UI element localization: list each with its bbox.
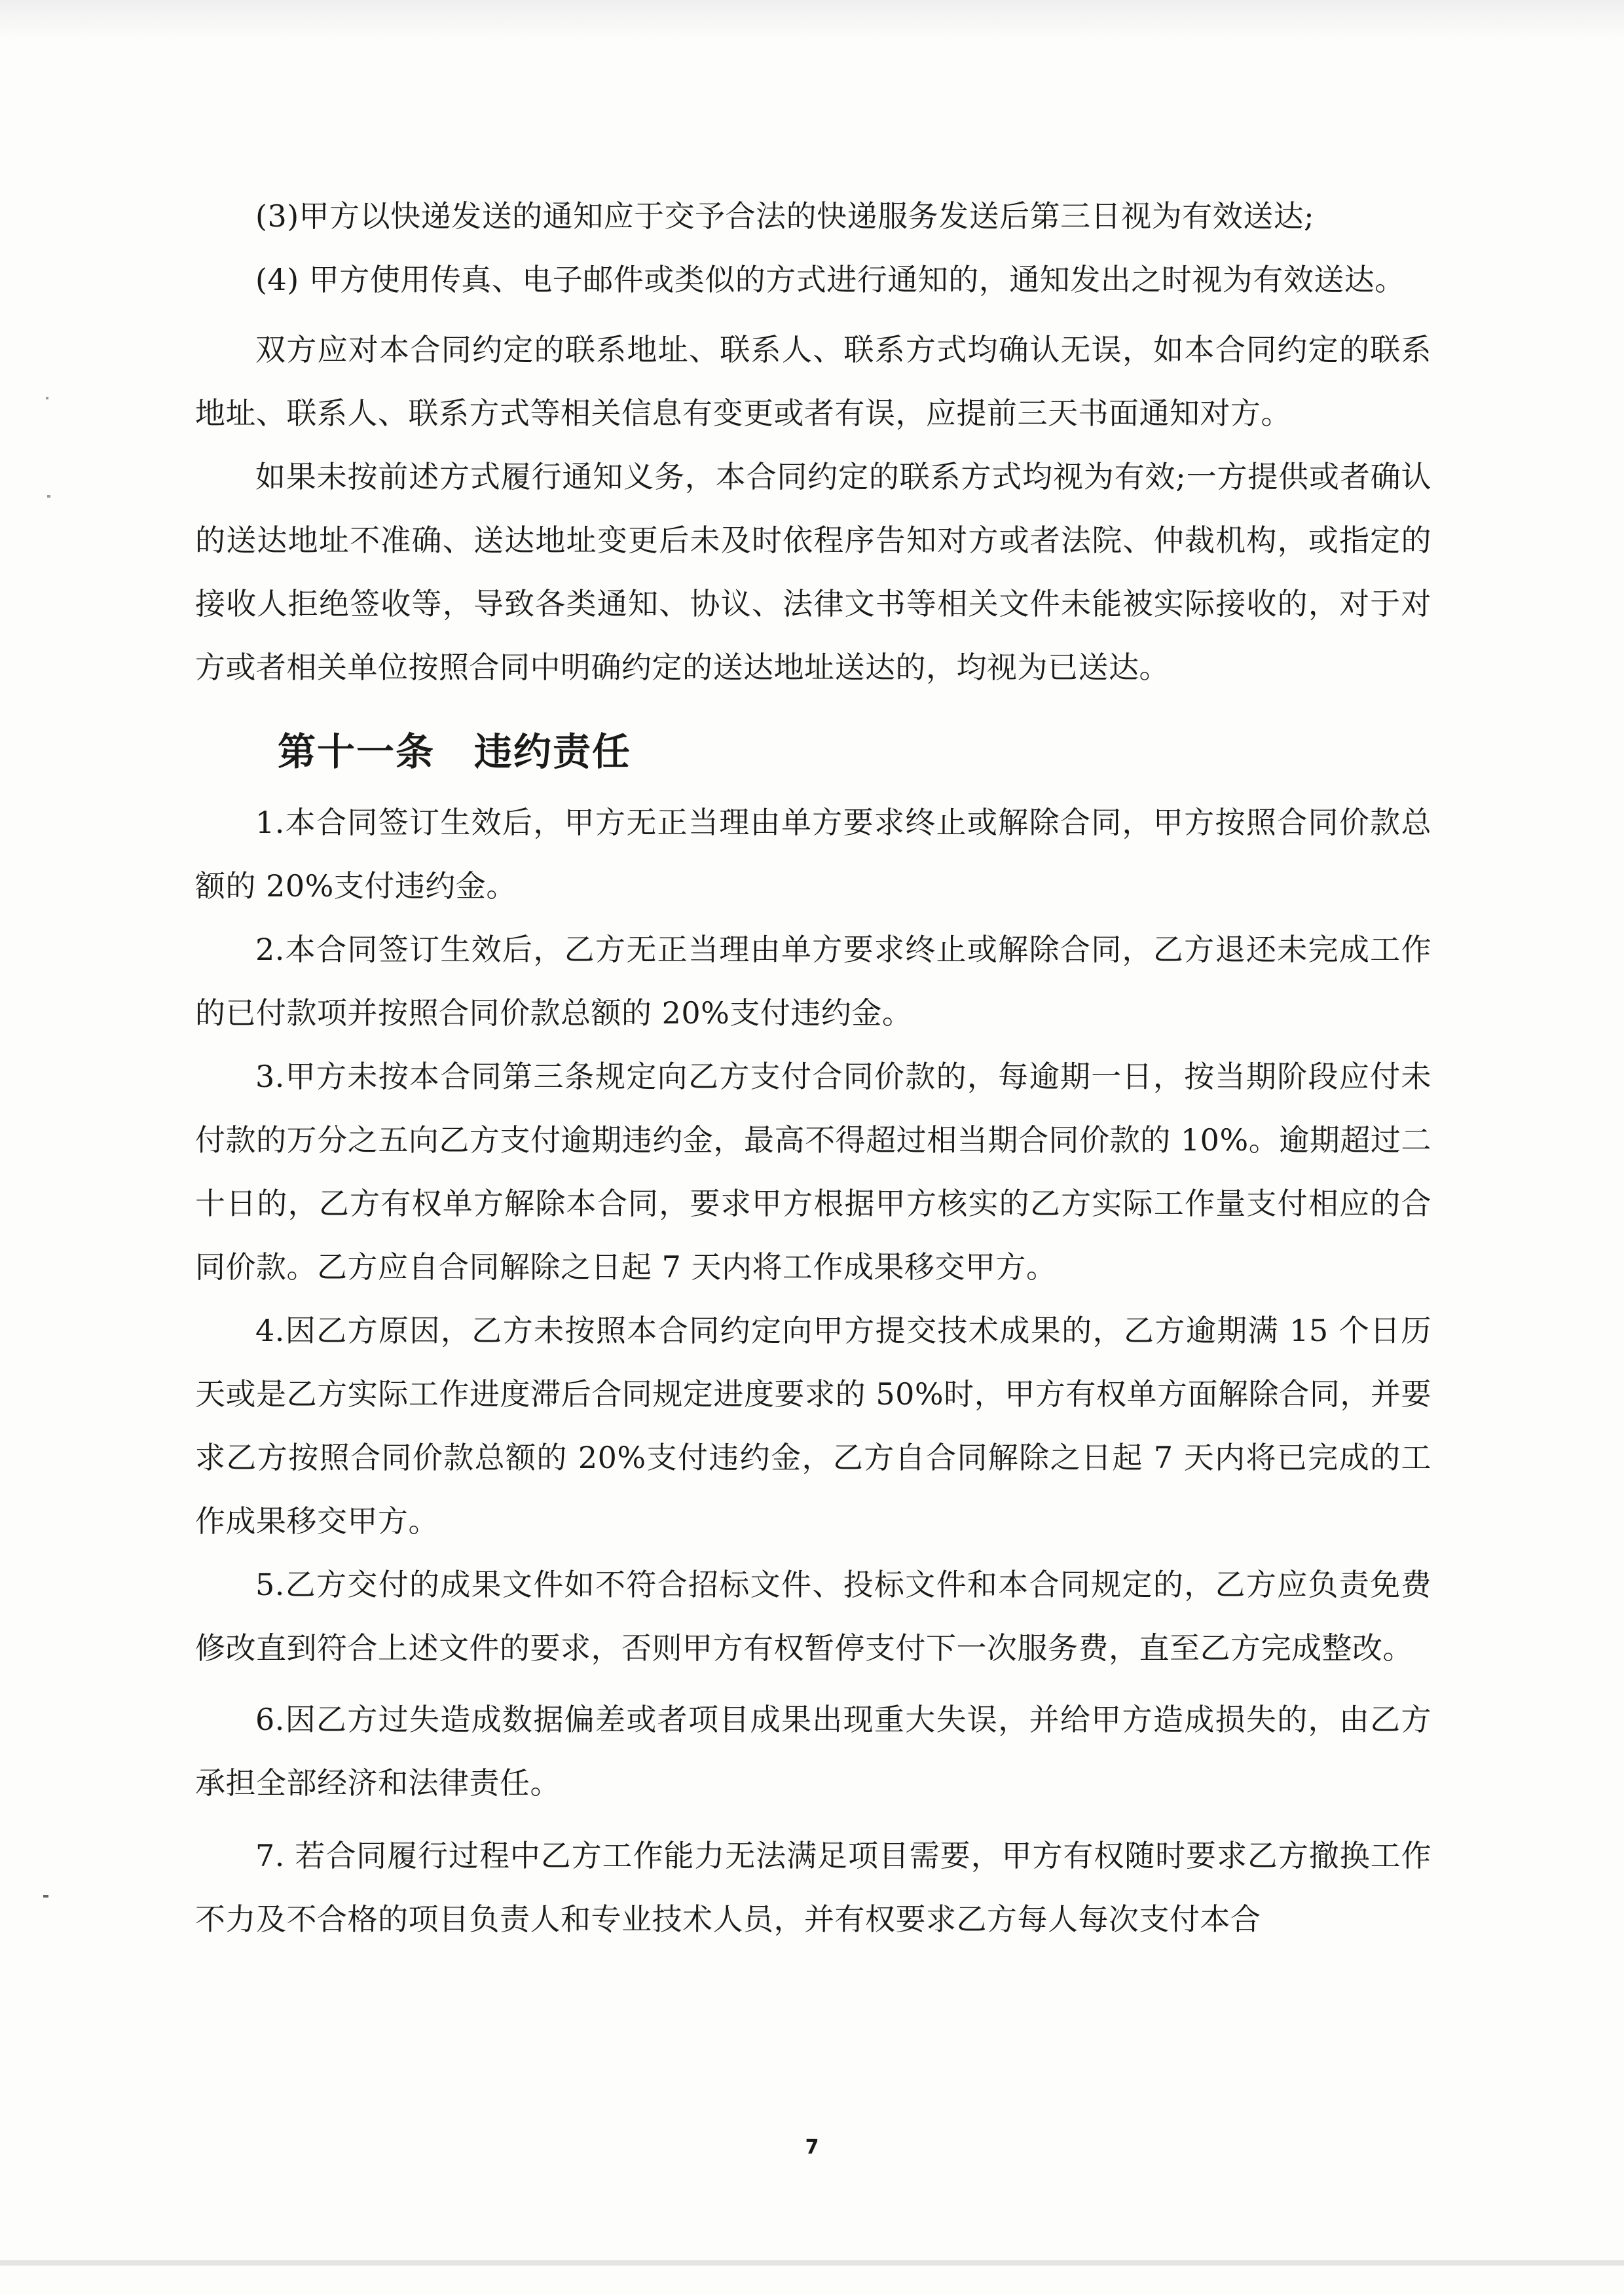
clause-4: 4.因乙方原因，乙方未按照本合同约定向甲方提交技术成果的，乙方逾期满 15 个日历天或是乙方实际工作进度滞后合同规定进度要求的 50%时，甲方有权单方面解除合同，并要求乙方按照合同价款总额的 20%支付违约金，乙方自合同解除之日起 7 天内将已完成的工作成果移交甲方。 [195, 1313, 1431, 1539]
clause-7: 7. 若合同履行过程中乙方工作能力无法满足项目需要，甲方有权随时要求乙方撤换工作不力及不合格的项目负责人和专业技术人员，并有权要求乙方每人每次支付本合 [195, 1838, 1431, 1937]
clause-6: 6.因乙方过失造成数据偏差或者项目成果出现重大失误，并给甲方造成损失的，由乙方承担全部经济和法律责任。 [195, 1702, 1431, 1801]
margin-speck [46, 397, 48, 399]
scan-edge-shadow [0, 0, 1624, 39]
paragraph: 如果未按前述方式履行通知义务，本合同约定的联系方式均视为有效;一方提供或者确认的送达地址不准确、送达地址变更后未及时依程序告知对方或者法院、仲裁机构，或指定的接收人拒绝签收等，导致各类通知、协议、法律文书等相关文件未能被实际接收的，对于对方或者相关单位按照合同中明确约定的送达地址送达的，均视为已送达。 [195, 459, 1431, 685]
clause-5: 5.乙方交付的成果文件如不符合招标文件、投标文件和本合同规定的，乙方应负责免费修改直到符合上述文件的要求，否则甲方有权暂停支付下一次服务费，直至乙方完成整改。 [195, 1567, 1431, 1666]
scan-edge-line [0, 2260, 1624, 2266]
clause-2: 2.本合同签订生效后，乙方无正当理由单方要求终止或解除合同，乙方退还未完成工作的已付款项并按照合同价款总额的 20%支付违约金。 [195, 932, 1431, 1031]
page-number: 7 [805, 2136, 819, 2159]
clause-1: 1.本合同签订生效后，甲方无正当理由单方要求终止或解除合同，甲方按照合同价款总额的 20%支付违约金。 [195, 805, 1431, 904]
clause-3: 3.甲方未按本合同第三条规定向乙方支付合同价款的，每逾期一日，按当期阶段应付未付款的万分之五向乙方支付逾期违约金，最高不得超过相当期合同价款的 10%。逾期超过二十日的，乙方有权单方解除本合同，要求甲方根据甲方核实的乙方实际工作量支付相应的合同价款。乙方应自合同解除之日起 7 天内将工作成果移交甲方。 [195, 1059, 1431, 1285]
margin-speck [47, 495, 50, 498]
document-body [195, 185, 1431, 1951]
margin-speck [43, 1895, 48, 1898]
paragraph: (4) 甲方使用传真、电子邮件或类似的方式进行通知的，通知发出之时视为有效送达。 [255, 262, 1405, 297]
section-heading: 第十一条 违约责任 [278, 729, 632, 774]
paragraph: 双方应对本合同约定的联系地址、联系人、联系方式均确认无误，如本合同约定的联系地址、联系人、联系方式等相关信息有变更或者有误，应提前三天书面通知对方。 [195, 332, 1431, 431]
paragraph: (3)甲方以快递发送的通知应于交予合法的快递服务发送后第三日视为有效送达; [255, 198, 1315, 234]
